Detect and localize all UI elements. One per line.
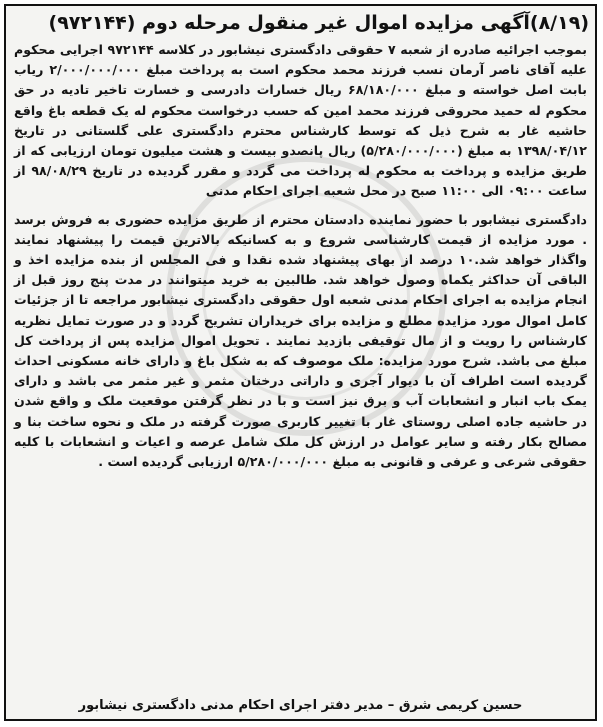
notice-title: (۸/۱۹)آگهی مزایده اموال غیر منقول مرحله دوم (۹۷۲۱۴۴) [48, 12, 589, 34]
notice-signature: حسین کریمی شرق – مدیر دفتر اجرای احکام مدنی دادگستری نیشابور [78, 698, 523, 713]
notice-paragraph-2: دادگستری نیشابور با حضور نماینده دادستان محترم از طریق مزایده حضوری به فروش برسد . مورد مزایده از قیمت کارشناسی شروع و به کسانیکه بالاترین قیمت را پیشنهاد نمایند واگذار خواهد شد.۱۰ درصد از بهای پیشنهاد شده نقدا و فی المجلس از بنده مزایده اخذ و الباقی آن حداکثر یکماه وصول خواهد شد. طالبین به خرید میتوانند در مدت پنج روز قبل از انجام مزایده به اجرای احکام مدنی شعبه اول حقوقی دادگستری نیشابور مراجعه تا از جزئیات کامل اموال مورد مزایده مطلع و مزایده برای خریداران تشریح گردد و در صورت تمایل نظریه کارشناس را رویت و از مال توقیفی بازدید نمایند . تحویل اموال مزایده پس از پرداخت کل مبلغ می باشد. شرح مورد مزایده: ملک موصوف که به شکل باغ و دارای خانه مسکونی احداث گردیده است اطراف آن با دیوار آجری و داراتی درختان مثمر و غیر مثمر می باشد و دارای یمک باب انبار و انشعابات آب و برق نیز است و با در نظر گرفتن موقعیت ملک و واقع شدن در حاشیه جاده اصلی روستای غار با تغییر کاربری صورت گرفته در ملک و نحوه ساخت بنا و مصالح بکار رفته و سایر عوامل در ارزش کل ملک شامل عرصه و اعیات و انشعابات با کلیه حقوقی شرعی و عرفی و قانونی به مبلغ ۵/۲۸۰/۰۰۰/۰۰۰ ارزیابی گردیده است . [14, 211, 587, 470]
notice-paragraph-1: بموجب اجرائیه صادره از شعبه ۷ حقوقی دادگستری نیشابور در کلاسه ۹۷۲۱۴۴ اجرایی محکوم علیه آقای ناصر آرمان نسب فرزند محمد محکوم است به پرداخت مبلغ ۲/۰۰۰/۰۰۰/۰۰۰ ریاب بابت اصل خواسته و مبلغ ۶۸/۱۸۰/۰۰۰ ریال خسارات دادرسی و خسارت تاخیر تادیه در حق محکوم له حمید محروقی فرزند محمد امین که حسب درخواست محکوم له یک قطعه باغ واقع حاشیه غار به شرح ذیل که توسط کارشناس محترم دادگستری علی گلستانی در تاریخ ۱۳۹۸/۰۴/۱۲ به مبلغ (۵/۲۸۰/۰۰۰/۰۰۰) ریال پانصدو بیست و هشت میلیون تومان ارزیابی که از طریق مزایده و پرداخت به محکوم له پرداخت می گردد و مقرر گردیده در تاریخ ۹۸/۰۸/۲۹ از ساعت ۰۹:۰۰ الی ۱۱:۰۰ صبح در محل شعبه اجرای احکام مدنی [14, 42, 588, 199]
notice-body [14, 40, 587, 472]
notice-box [4, 4, 597, 721]
